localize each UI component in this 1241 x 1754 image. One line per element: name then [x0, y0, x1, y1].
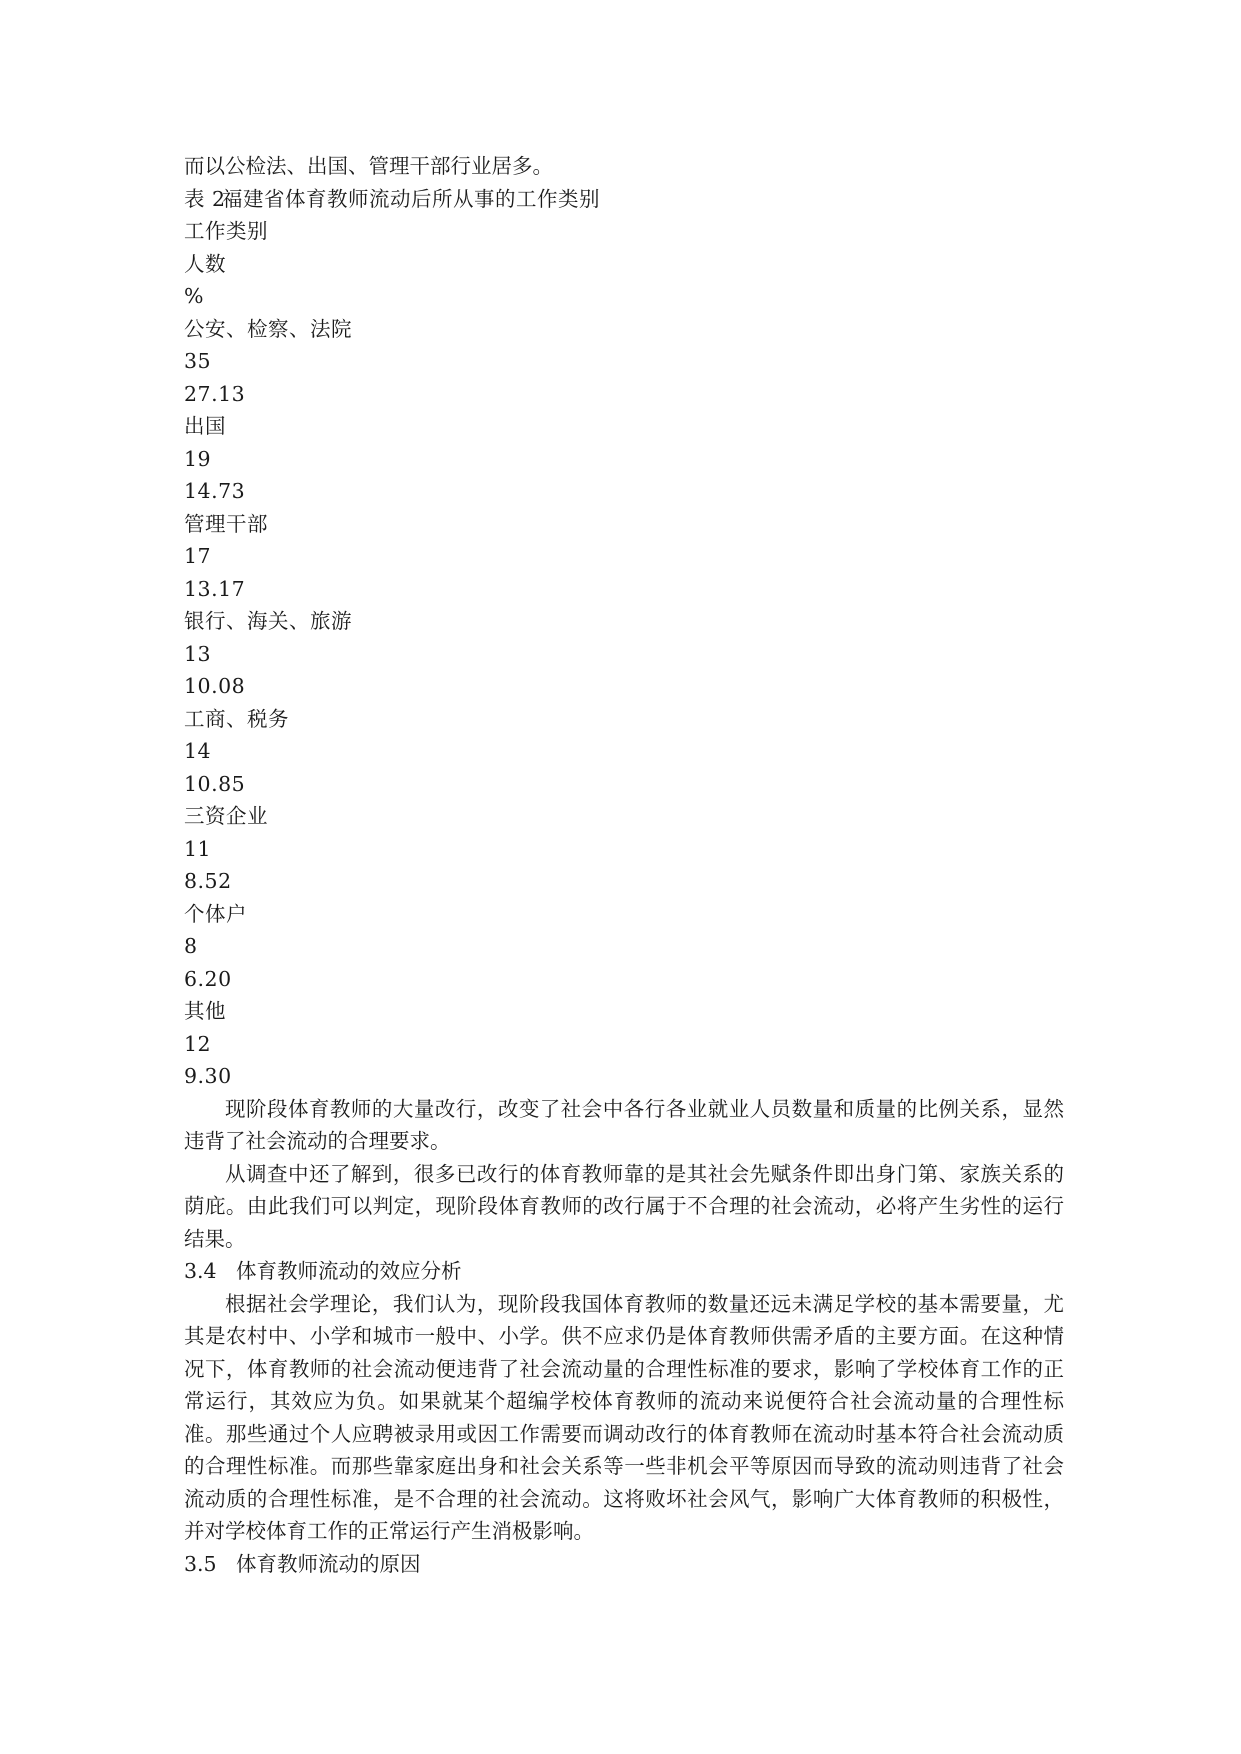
table-row: [184, 898, 1064, 996]
table-caption-title: 福建省体育教师流动后所从事的工作类别: [222, 186, 600, 211]
intro-line: 而以公检法、出国、管理干部行业居多。: [184, 154, 553, 178]
table-cell-percent: 13.17: [184, 576, 246, 601]
table-cell-count: 12: [184, 1031, 212, 1056]
body-paragraph: 根据社会学理论，我们认为，现阶段我国体育教师的数量还远未满足学校的基本需要量，尤其是农村中、小学和城市一般中、小学。供不应求仍是体育教师供需矛盾的主要方面。在这种情况下，体育教师的社会流动便违背了社会流动量的合理性标准的要求，影响了学校体育工作的正常运行，其效应为负。如果就某个超编学校体育教师的流动来说便符合社会流动量的合理性标准。那些通过个人应聘被录用或因工作需要而调动改行的体育教师在流动时基本符合社会流动质的合理性标准。而那些靠家庭出身和社会关系等一些非机会平等原因而导致的流动则违背了社会流动质的合理性标准，是不合理的社会流动。这将败坏社会风气，影响广大体育教师的积极性，并对学校体育工作的正常运行产生消极影响。: [184, 1291, 1064, 1543]
table-cell-count: 11: [184, 836, 212, 861]
section-heading: [184, 1255, 1064, 1288]
table-cell-percent: 10.08: [184, 674, 246, 698]
table-caption-number: 表 2: [184, 186, 226, 211]
table-cell-percent: 6.20: [184, 966, 232, 991]
section-title: 体育教师流动的原因: [236, 1551, 421, 1576]
table-cell-count: 13: [184, 641, 212, 666]
table-cell-percent: 9.30: [184, 1064, 232, 1088]
section-title: 体育教师流动的效应分析: [236, 1259, 462, 1283]
table-cell-category: 工商、税务: [184, 706, 289, 731]
section-heading: [184, 1548, 1064, 1581]
table-row: [184, 995, 1064, 1093]
table-cell-category: 公安、检察、法院: [184, 316, 352, 341]
table-row: [184, 605, 1064, 703]
table-cell-category: 出国: [184, 414, 226, 438]
table-row: [184, 410, 1064, 508]
table-cell-category: 个体户: [184, 901, 247, 926]
table-cell-category: 三资企业: [184, 804, 268, 828]
body-paragraph: 现阶段体育教师的大量改行，改变了社会中各行各业就业人员数量和质量的比例关系，显然违背了社会流动的合理要求。: [184, 1096, 1064, 1153]
section-number: 3.5: [184, 1551, 217, 1576]
table-row: [184, 508, 1064, 606]
data-table: [184, 183, 1064, 1093]
table-row: [184, 703, 1064, 801]
table-caption: [184, 183, 1064, 216]
table-cell-category: 其他: [184, 999, 226, 1023]
document-page: [184, 150, 1064, 1580]
table-cell-count: 17: [184, 544, 212, 568]
table-cell-percent: 14.73: [184, 479, 246, 503]
body-paragraph: 从调查中还了解到，很多已改行的体育教师靠的是其社会先赋条件即出身门第、家族关系的荫庇。由此我们可以判定，现阶段体育教师的改行属于不合理的社会流动，必将产生劣性的运行结果。: [184, 1161, 1064, 1251]
table-row: [184, 313, 1064, 411]
table-cell-count: 14: [184, 739, 212, 763]
table-cell-percent: 8.52: [184, 869, 232, 893]
table-cell-count: 35: [184, 349, 212, 373]
table-row: [184, 800, 1064, 898]
table-cell-count: 19: [184, 446, 212, 471]
table-cell-count: 8: [184, 934, 198, 958]
table-cell-percent: 10.85: [184, 771, 246, 796]
table-header-percent: %: [184, 284, 204, 308]
section-number: 3.4: [184, 1259, 217, 1283]
table-cell-percent: 27.13: [184, 381, 246, 406]
table-cell-category: 管理干部: [184, 511, 268, 536]
table-cell-category: 银行、海关、旅游: [184, 609, 352, 633]
table-header-count: 人数: [184, 251, 226, 276]
table-header-category: 工作类别: [184, 219, 268, 243]
